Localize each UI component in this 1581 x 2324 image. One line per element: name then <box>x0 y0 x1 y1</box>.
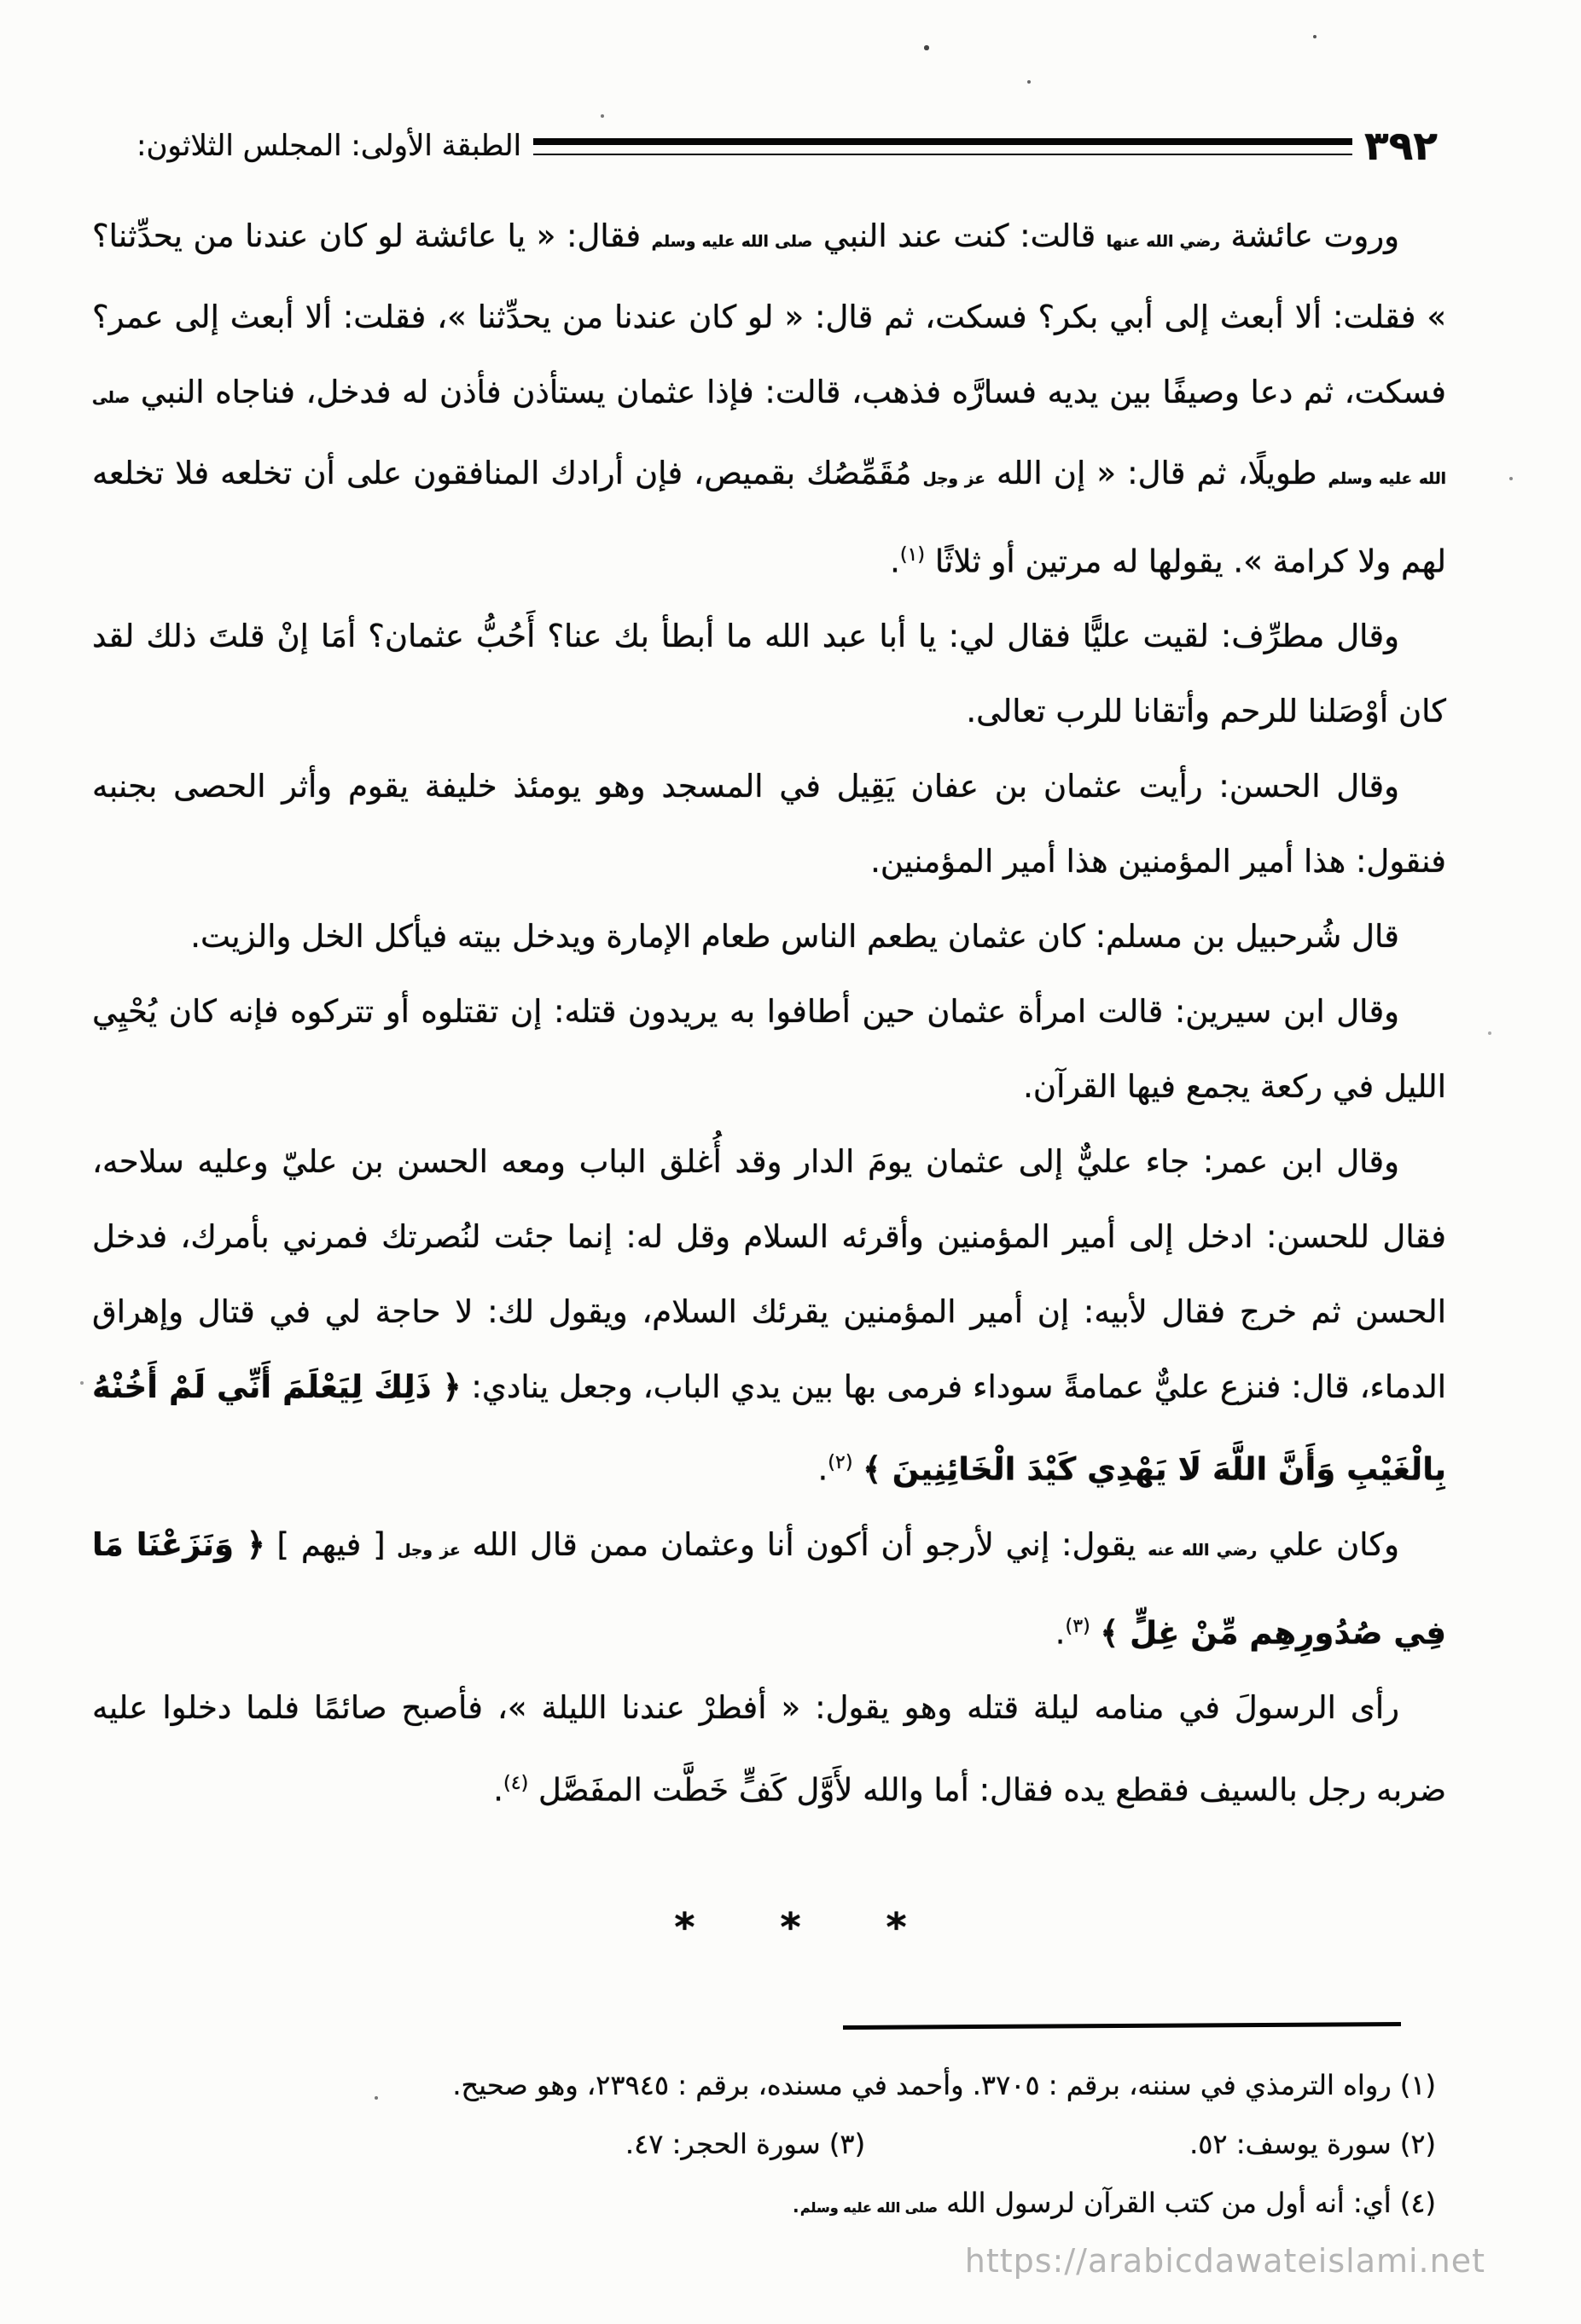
footnotes <box>128 2056 1436 2237</box>
quran-verse: ﴿ ذَلِكَ لِيَعْلَمَ أَنِّي لَمْ أَخُنْهُ بِالْغَيْبِ وَأَنَّ اللَّهَ لَا يَهْدِي كَيْدَ الْخَائِنِينَ ﴾ <box>92 1368 1446 1488</box>
footnote: (٣) سورة الحجر: ٤٧. <box>625 2128 866 2160</box>
paragraph: وقال الحسن: رأيت عثمان بن عفان يَقِيل في المسجد وهو يومئذ خليفة يقوم وأثر الحصى بجنبه فنقول: هذا أمير المؤمنين هذا أمير المؤمنين. <box>92 768 1446 880</box>
watermark-url: https://arabicdawateislami.net <box>964 2242 1485 2280</box>
honorific-mark: صلى الله عليه وسلم <box>799 2199 938 2216</box>
paragraph: قال شُرحبيل بن مسلم: كان عثمان يطعم الناس طعام الإمارة ويدخل بيته فيأكل الخل والزيت. <box>190 918 1399 956</box>
paragraph: رأى الرسولَ في منامه ليلة قتله وهو يقول: « أفطرْ عندنا الليلة »، فأصبح صائمًا فلما دخلوا عليه ضربه رجل بالسيف فقطع يده فقال: أما والله لأَوَّل كَفٍّ خَطَّت المفَصَّل $^{(٤)}$. <box>92 1688 1446 1809</box>
footnote-ref: (١) <box>899 543 926 566</box>
scan-speckles <box>0 0 2 2</box>
footnote: (١) رواه الترمذي في سننه، برقم : ٣٧٠٥. وأحمد في مسنده، برقم : ٢٣٩٤٥، وهو صحيح. <box>452 2069 1436 2101</box>
honorific-mark: صلى الله عليه وسلم <box>651 233 813 251</box>
quran-verse: ﴿ وَنَزَعْنَا مَا فِي صُدُورِهِم مِّنْ غِلٍّ ﴾ <box>92 1525 1446 1651</box>
footnote-row <box>128 2115 1436 2174</box>
footnote-row <box>128 2174 1436 2237</box>
honorific-mark: عز وجل <box>397 1541 461 1560</box>
honorific-mark: رضي الله عنه <box>1148 1541 1258 1560</box>
honorific-mark: صلى الله عليه وسلم <box>92 389 1447 488</box>
body-text <box>92 199 1446 1827</box>
honorific-mark: رضي الله عنها <box>1106 233 1220 251</box>
header-rule <box>533 138 1352 155</box>
footnote-row <box>128 2056 1436 2115</box>
paragraph: وقال ابن عمر: جاء عليٌّ إلى عثمان يومَ الدار وقد أُغلق الباب ومعه الحسن بن عليّ وعليه سلاحه، فقال للحسن: ادخل إلى أمير المؤمنين وأقرئه السلام وقل له: إنما جئت لنُصرتك فمرني بأمرك، فدخل الحسن ثم خرج فقال لأبيه: إن أمير المؤمنين يقرئك السلام، ويقول لك: لا حاجة لي في قتال وإهراق الدماء، قال: فنزع عليٌّ عمامةً سوداء فرمى بها بين يدي الباب، وجعل ينادي: ﴿ ذَلِكَ لِيَعْلَمَ أَنِّي لَمْ أَخُنْهُ بِالْغَيْبِ وَأَنَّ اللَّهَ لَا يَهْدِي كَيْدَ الْخَائِنِينَ ﴾ $^{(٢)}$. <box>92 1143 1447 1488</box>
honorific-mark: عز وجل <box>922 470 985 488</box>
footnote: (٢) سورة يوسف: ٥٢. <box>1189 2128 1436 2160</box>
footnote-ref: (٣) <box>1065 1614 1090 1637</box>
section-title: الطبقة الأولى: المجلس الثلاثون: <box>137 129 522 164</box>
header-rule-thin <box>533 154 1352 155</box>
paragraph: وقال مطرِّف: لقيت عليًّا فقال لي: يا أبا عبد الله ما أبطأ بك عنا؟ أَحُبُّ عثمان؟ أمَا إنْ قلتَ ذلك لقد كان أوْصَلنا للرحم وأتقانا للرب تعالى. <box>92 618 1446 730</box>
footnote: (٤) أي: أنه أول من كتب القرآن لرسول الله صلى الله عليه وسلم. <box>791 2187 1436 2219</box>
page-header <box>137 123 1438 170</box>
header-rule-thick <box>533 138 1352 145</box>
footnote-ref: (٢) <box>828 1451 853 1474</box>
footnote-ref: (٤) <box>503 1771 529 1794</box>
paragraph: وقال ابن سيرين: قالت امرأة عثمان حين أطافوا به يريدون قتله: إن تقتلوه أو تتركوه فإنه كان يُحْيِي الليل في ركعة يجمع فيها القرآن. <box>92 993 1446 1106</box>
paragraph: وكان علي رضي الله عنه يقول: إني لأرجو أن أكون أنا وعثمان ممن قال الله عز وجل [ فيهم ] ﴿ وَنَزَعْنَا مَا فِي صُدُورِهِم مِّنْ غِلٍّ ﴾ $^{(٣)}$. <box>92 1525 1446 1651</box>
footnote-rule <box>843 2022 1401 2030</box>
page-number: ٣٩٢ <box>1363 123 1438 170</box>
asterisk-separator: * * * <box>674 1904 943 1950</box>
paragraph: وروت عائشة رضي الله عنها قالت: كنت عند النبي صلى الله عليه وسلم فقال: « يا عائشة لو كان عندنا من يحدِّثنا؟ » فقلت: ألا أبعث إلى أبي بكر؟ فسكت، ثم قال: « لو كان عندنا من يحدِّثنا »، فقلت: ألا أبعث إلى عمر؟ فسكت، ثم دعا وصيفًا بين يديه فسارَّه فذهب، قالت: فإذا عثمان يستأذن فأذن له فدخل، فناجاه النبي صلى الله عليه وسلم طويلًا، ثم قال: « إن الله عز وجل مُقَمِّصُك بقميص، فإن أرادك المنافقون على أن تخلعه فلا تخلعه لهم ولا كرامة ». يقولها له مرتين أو ثلاثًا $^{(١)}$. <box>92 218 1447 580</box>
